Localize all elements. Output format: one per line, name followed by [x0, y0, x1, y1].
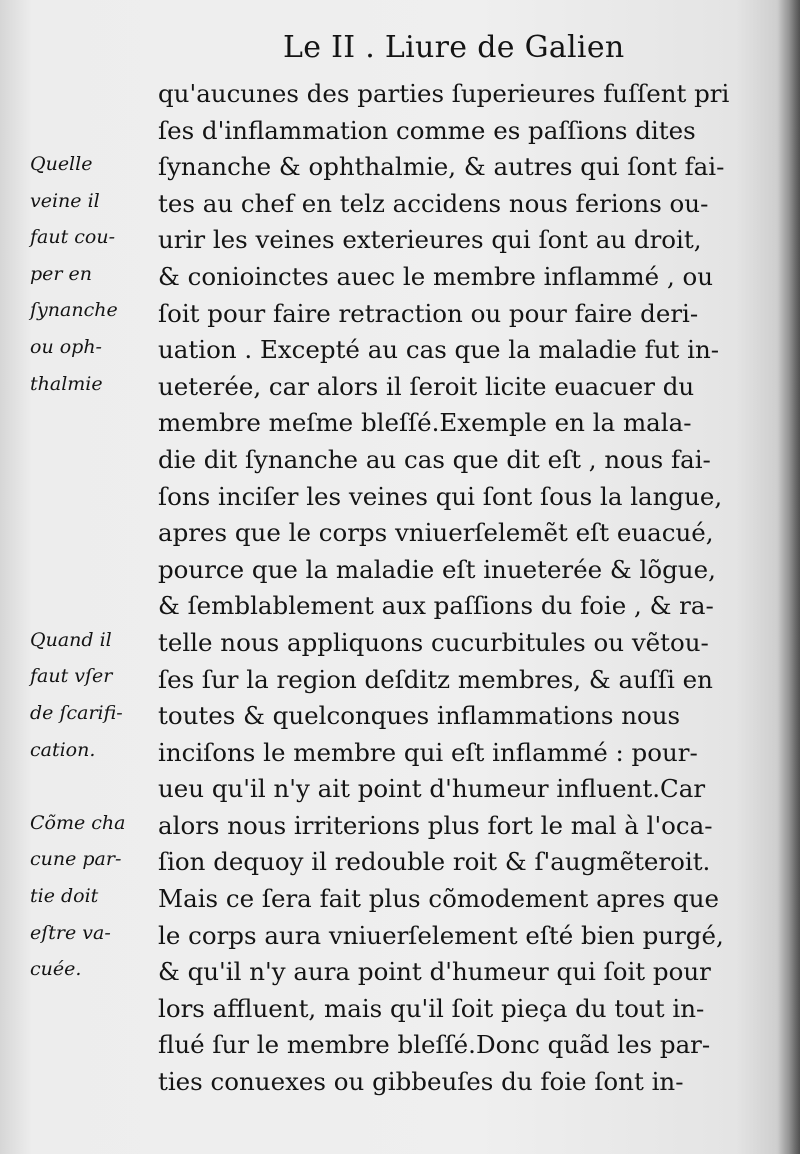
margin-note-line: ſynanche [30, 299, 118, 322]
text-line: telle nous appliquons cucurbitules ou vẽtou- [158, 627, 709, 657]
text-line: Mais ce ſera fait plus cõmodement apres que [158, 884, 719, 914]
text-line: inciſons le membre qui eſt inflammé : pour- [158, 737, 698, 767]
margin-note-line: cation. [30, 738, 96, 761]
text-line: ueu qu'il n'y ait point d'humeur influent.Car [158, 774, 706, 804]
text-line: le corps aura vniuerſelement eſté bien purgé, [158, 920, 724, 950]
text-line: ueterée, car alors il ſeroit licite euacuer du [158, 371, 695, 401]
text-line: die dit ſynanche au cas que dit eſt , nous fai- [158, 444, 711, 474]
margin-note-line: cuée. [30, 958, 82, 981]
margin-note-line: cune par- [30, 848, 122, 871]
margin-note [30, 146, 118, 402]
text-line: tes au chef en telz accidens nous ferions ou- [158, 188, 709, 218]
text-line: membre meſme bleſſé.Exemple en la mala- [158, 408, 692, 438]
margin-note-line: tie doit [30, 884, 99, 907]
margin-note-line: faut vſer [30, 665, 113, 688]
text-line: uation . Excepté au cas que la maladie fut in- [158, 335, 719, 365]
text-line: pource que la maladie eſt inueterée & lõgue, [158, 554, 716, 584]
text-line: & qu'il n'y aura point d'humeur qui ſoit pour [158, 957, 711, 987]
margin-note-line: Quand il [30, 628, 112, 651]
margin-note-line: faut cou- [30, 226, 116, 249]
margin-note-line: eſtre va- [30, 921, 111, 944]
text-line: ſoit pour faire retraction ou pour faire deri- [158, 298, 699, 328]
margin-note-line: Quelle [30, 153, 93, 175]
text-line: apres que le corps vniuerſelemẽt eſt euacué, [158, 518, 714, 548]
text-line: & ſemblablement aux paſſions du foie , & ra- [158, 591, 714, 621]
text-line: ſynanche & ophthalmie, & autres qui ſont fai- [158, 152, 725, 182]
text-line: ſons inciſer les veines qui ſont ſous la langue, [158, 481, 723, 511]
margin-note-line: veine il [30, 189, 100, 212]
margin-note-line: ou oph- [30, 335, 102, 358]
text-line: ſion dequoy il redouble roit & ſ'augmẽteroit. [158, 847, 711, 877]
margin-note-line: Cõme cha [30, 811, 126, 834]
margin-note [30, 805, 125, 988]
text-line: ſes ſur la region deſditz membres, & auſſi en [158, 664, 713, 694]
margin-note-line: per en [30, 262, 93, 285]
text-line: ties conuexes ou gibbeuſes du foie ſont in- [158, 1067, 684, 1097]
margin-note-line: thalmie [30, 372, 103, 395]
text-line: alors nous irriterions plus fort le mal à l'oca- [158, 810, 713, 840]
text-line: lors affluent, mais qu'il ſoit pieça du tout in- [158, 993, 705, 1023]
text-line: flué ſur le membre bleſſé.Donc quãd les par- [158, 1030, 711, 1060]
text-line: toutes & quelconques inflammations nous [158, 701, 681, 731]
text-line: qu'aucunes des parties ſuperieures fuſſent pri [158, 79, 730, 108]
running-header: Le II . Liure de Galien [283, 30, 625, 65]
margin-note-line: de ſcarifi- [30, 701, 123, 724]
margin-note [30, 622, 123, 768]
main-text-column [158, 76, 758, 1101]
text-line: urir les veines exterieures qui ſont au droit, [158, 225, 702, 255]
text-line: & conioinctes auec le membre inflammé , ou [158, 261, 714, 291]
page-gutter-shadow [778, 0, 800, 1154]
text-line: ſes d'inflammation comme es paſſions dites [158, 115, 696, 145]
